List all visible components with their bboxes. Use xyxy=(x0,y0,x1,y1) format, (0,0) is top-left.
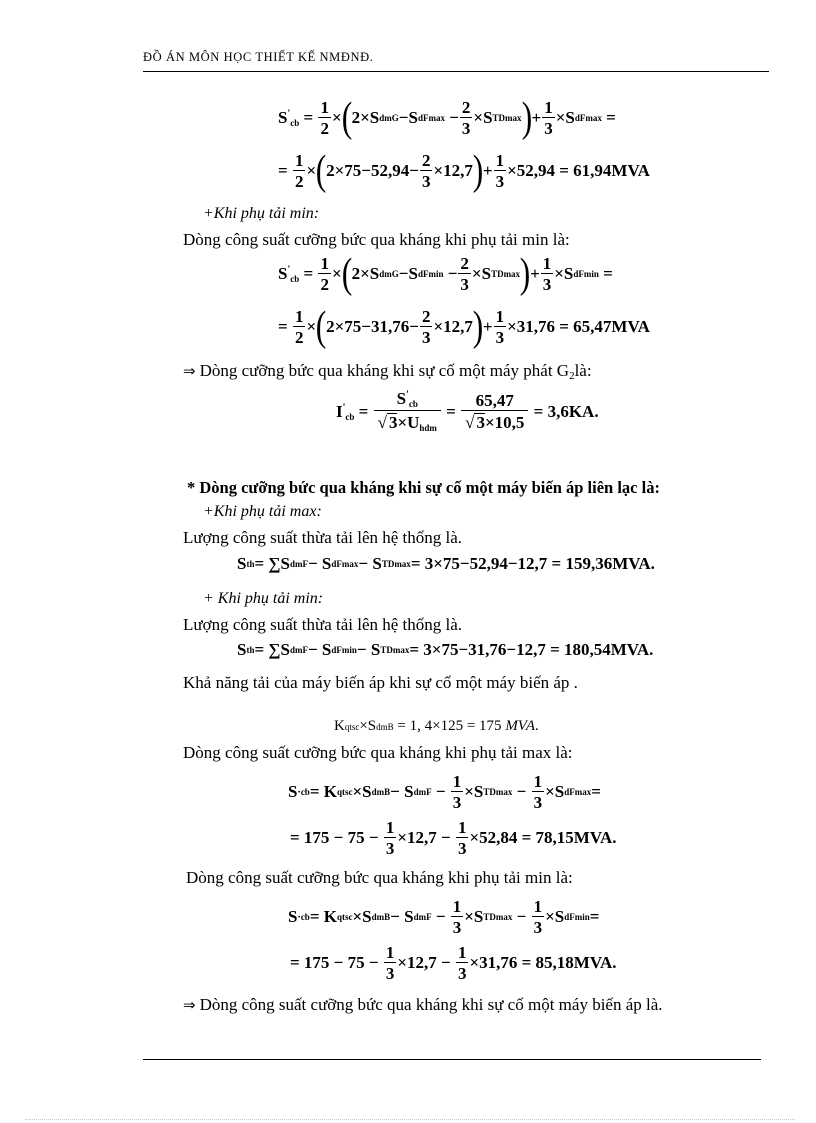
fraction: $\frac{2}{3}$ xyxy=(421,151,431,191)
fraction: $\frac{1}{3}$ xyxy=(495,151,505,191)
final-conclusion-text: ⇒ Dòng công suất cưỡng bức qua kháng khi sự cố một máy biến áp là. xyxy=(183,995,663,1014)
equation-scb-transformer-min: S · cb = K qtsc ×S dmB − S dmF − $\frac{1}{3}$ ×S TDmax − $\frac{1}{3}$ ×S dFmin = xyxy=(288,897,600,937)
equation-capacity: K qtsc ×S dmB = 1, 4×125 = 175 MVA . xyxy=(334,718,539,734)
min-load-heading-2: + Khi phụ tải min: xyxy=(203,590,324,607)
fraction: $\frac{2}{3}$ xyxy=(421,307,431,347)
equation-scb-transformer-max: S · cb = K qtsc ×S dmB − S dmF − $\frac{1}{3}$ ×S TDmax − $\frac{1}{3}$ ×S dFmax = xyxy=(288,772,601,812)
equation-scb-max: $S'_{cb}$ = $\frac{1}{2}$ × ( 2×S dmG −S dFmax − $\frac{2}{3}$ ×S TDmax ) + $\frac{1}{3}$ ×S dFmax = xyxy=(278,95,616,141)
fraction: $\frac{1}{3}$ xyxy=(542,254,552,294)
fraction: $\frac{1}{3}$ xyxy=(457,943,467,983)
surplus-text-2: Lượng công suất thừa tải lên hệ thống là. xyxy=(183,615,463,634)
generator-fault-text: ⇒ Dòng cưỡng bức qua kháng khi sự cố một máy phát $G_2là$: xyxy=(183,361,592,382)
min-load-text: Dòng công suất cưỡng bức qua kháng khi phụ tải min là: xyxy=(183,230,570,249)
fraction: $\frac{1}{2}$ xyxy=(320,98,329,138)
eq-lhs: $S'_{cb}$ xyxy=(278,264,300,284)
implies-arrow-icon: ⇒ xyxy=(183,362,196,380)
max-load-heading: +Khi phụ tải max: xyxy=(203,503,322,520)
equation-icb: $I'_{cb}$ = $\frac{S'_{cb}}{√ 3\times U_{hdm}}$ = $\frac{65,47}{√ 3\times 10,5}$ = 3,6KA. xyxy=(336,389,599,433)
capacity-text: Khả năng tải của máy biến áp khi sự cố một máy biến áp . xyxy=(183,673,578,692)
eq-lhs: $S'_{cb}$ xyxy=(278,108,300,128)
fraction: $\frac{S'_{cb}}{√ 3\times U_{hdm}}$ xyxy=(374,390,441,433)
fraction: $\frac{1}{2}$ xyxy=(294,151,304,191)
page-header: ĐỒ ÁN MÔN HỌC THIẾT KẾ NMĐNĐ. xyxy=(143,50,374,64)
equation-sth-max: S th = ∑S dmF − S dFmax − S TDmax = 3×75−52,94−12,7 = 159,36MVA. xyxy=(237,554,655,573)
equation-scb-transformer-max-result: = 175 − 75 − $\frac{1}{3}$ ×12,7 − $\frac{1}{3}$ ×52,84 = 78,15MVA. xyxy=(290,818,617,858)
fraction: $\frac{1}{3}$ xyxy=(385,818,395,858)
equation-scb-min: $S'_{cb}$ = $\frac{1}{2}$ × ( 2×S dmG −S dFmin − $\frac{2}{3}$ ×S TDmax ) + $\frac{1}{3}$ ×S dFmin = xyxy=(278,251,613,297)
transformer-fault-heading: * Dòng cưỡng bức qua kháng khi sự cố một máy biến áp liên lạc là: xyxy=(187,478,660,497)
equation-scb-transformer-min-result: = 175 − 75 − $\frac{1}{3}$ ×12,7 − $\frac{1}{3}$ ×31,76 = 85,18MVA. xyxy=(290,943,617,983)
equation-scb-max-result: = $\frac{1}{2}$ × ( 2×75−52,94− $\frac{2}{3}$ ×12,7 ) + $\frac{1}{3}$ ×52,94 = 61,94MVA xyxy=(278,148,650,194)
fraction: $\frac{1}{3}$ xyxy=(452,897,462,937)
implies-arrow-icon: ⇒ xyxy=(183,996,196,1014)
header-rule xyxy=(143,71,769,72)
fraction: $\frac{1}{3}$ xyxy=(457,818,467,858)
page-bottom-dotted-line xyxy=(25,1119,795,1120)
fraction: $\frac{2}{3}$ xyxy=(460,254,469,294)
eq-lhs: $I'_{cb}$ xyxy=(336,401,355,422)
max-load-text: Dòng công suất cưỡng bức qua kháng khi phụ tải max là: xyxy=(183,743,573,762)
fraction: $\frac{2}{3}$ xyxy=(461,98,471,138)
min-load-text-2: Dòng công suất cưỡng bức qua kháng khi phụ tải min là: xyxy=(186,868,573,887)
fraction: $\frac{1}{2}$ xyxy=(294,307,304,347)
fraction: $\frac{1}{3}$ xyxy=(495,307,505,347)
surplus-text: Lượng công suất thừa tải lên hệ thống là. xyxy=(183,528,463,547)
fraction: $\frac{65,47}{√ 3\times 10,5}$ xyxy=(461,392,528,431)
fraction: $\frac{1}{2}$ xyxy=(320,254,329,294)
equation-scb-min-result: = $\frac{1}{2}$ × ( 2×75−31,76− $\frac{2}{3}$ ×12,7 ) + $\frac{1}{3}$ ×31,76 = 65,47MVA xyxy=(278,304,650,350)
equation-sth-min: S th = ∑S dmF − S dFmin − S TDmax = 3×75−31,76−12,7 = 180,54MVA. xyxy=(237,640,654,659)
min-load-heading: +Khi phụ tải min: xyxy=(203,205,320,222)
fraction: $\frac{1}{3}$ xyxy=(544,98,553,138)
fraction: $\frac{1}{3}$ xyxy=(533,897,543,937)
fraction: $\frac{1}{3}$ xyxy=(385,943,395,983)
fraction: $\frac{1}{3}$ xyxy=(452,772,462,812)
fraction: $\frac{1}{3}$ xyxy=(533,772,543,812)
footer-rule xyxy=(143,1059,761,1060)
